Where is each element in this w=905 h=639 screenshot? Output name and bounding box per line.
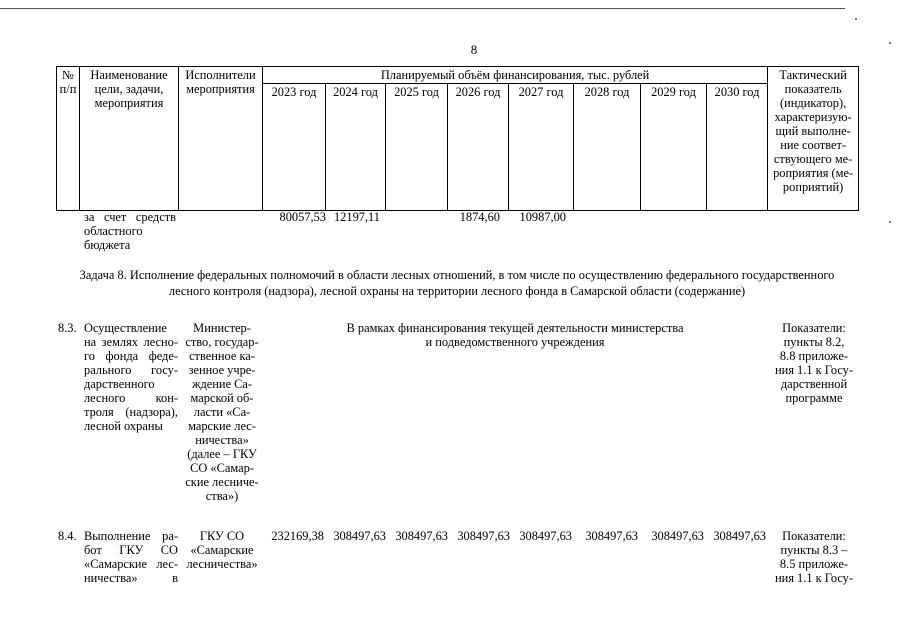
text-line: зенное учре- [188,363,256,377]
row-8-3-number: 8.3. [58,321,77,335]
text-line: ства») [205,489,239,503]
text-line: ничества» в [84,571,178,585]
col-year: 2028 год [574,84,641,211]
col-funding: Планируемый объём финансирования, тыс. рублей [263,67,768,84]
col-no: № п/п [57,67,80,211]
text-line: «Самарские лес- [84,557,178,571]
budget-value-2024: 12197,11 [333,210,380,224]
row-8-3-funding-note-1: В рамках финансирования текущей деятельности министерства [346,321,684,335]
text-line: ские лесниче- [185,475,259,489]
text-line: дарственного [84,377,155,391]
task-8-line-2: лесного контроля (надзора), лесной охраны на территории лесного фонда в Самарской области (содержание) [168,284,746,298]
text-line: ничества» [195,433,249,447]
text-line: лесного кон- [84,391,178,405]
text-line: лесной охраны [84,419,163,433]
text-line: «Самарские [190,543,254,557]
text-line: Показатели: [782,321,846,335]
task-8-line-1: Задача 8. Исполнение федеральных полномочий в области лесных отношений, в том числе по осуществлению федерального государственного [79,268,835,282]
text-line: Осуществление [84,321,167,335]
col-year: 2030 год [707,84,768,211]
text-line: го фонда феде- [84,349,178,363]
col-name: Наименование цели, задачи, мероприятия [80,67,179,211]
row-8-4-value-2030: 308497,63 [713,529,766,543]
text-line: пункты 8.3 – [780,543,848,557]
text-line: пункты 8.2, [783,335,845,349]
budget-value-2026: 1874,60 [459,210,500,224]
text-line: программе [785,391,843,405]
text-line: лесничества» [186,557,258,571]
text-line: (далее – ГКУ [187,447,257,461]
col-year: 2027 год [509,84,574,211]
text-line: рального госу- [84,363,178,377]
text-line: 8.8 приложе- [779,349,849,363]
col-year: 2026 год [448,84,509,211]
budget-value-2027: 10987,00 [519,210,566,224]
text-line: ласти «Са- [193,405,251,419]
row-8-4-value-2028: 308497,63 [585,529,638,543]
row-8-4-value-2029: 308497,63 [651,529,704,543]
text-line: 8.5 приложе- [779,557,849,571]
text-line: бот ГКУ СО [84,543,178,557]
text-line: Министер- [193,321,251,335]
scan-speck [889,42,891,44]
col-executors: Исполнители мероприятия [179,67,263,211]
scan-speck [855,18,857,20]
text-line: областного [84,224,143,238]
text-line: ния 1.1 к Госу- [775,571,853,585]
top-rule [0,8,845,9]
col-year: 2029 год [641,84,707,211]
text-line: дарственной [780,377,848,391]
text-line: Выполнение ра- [84,529,178,543]
text-line: марские лес- [188,419,256,433]
row-8-4-value-2026: 308497,63 [457,529,510,543]
row-8-4-value-2024: 308497,63 [333,529,386,543]
text-line: ния 1.1 к Госу- [775,363,853,377]
text-line: марской об- [190,391,254,405]
page-number: 8 [470,42,478,57]
header-table [56,66,859,211]
text-line: СО «Самар- [190,461,254,475]
row-8-4-value-2027: 308497,63 [519,529,572,543]
row-8-3-funding-note-2: и подведомственного учреждения [425,335,605,349]
row-8-4-value-2025: 308497,63 [395,529,448,543]
text-line: на землях лесно- [84,335,178,349]
text-line: Показатели: [782,529,846,543]
text-line: ство, государ- [185,335,259,349]
text-line: ственное ка- [189,349,255,363]
col-year: 2023 год [263,84,326,211]
text-line: ГКУ СО [199,529,245,543]
col-year: 2025 год [386,84,448,211]
text-line: бюджета [84,238,131,252]
col-indicator: Тактический показатель (индикатор), характеризую-щий выполне-ние соответ-ствующего ме-роприятия (ме-роприятий) [768,67,859,211]
text-line: троля (надзора), [84,405,178,419]
text-line: за счет средств [84,210,176,224]
row-8-4-value-2023: 232169,38 [271,529,324,543]
budget-value-2023: 80057,53 [279,210,326,224]
scan-speck [889,221,891,223]
row-8-4-number: 8.4. [58,529,77,543]
text-line: ждение Са- [191,377,253,391]
col-year: 2024 год [326,84,386,211]
